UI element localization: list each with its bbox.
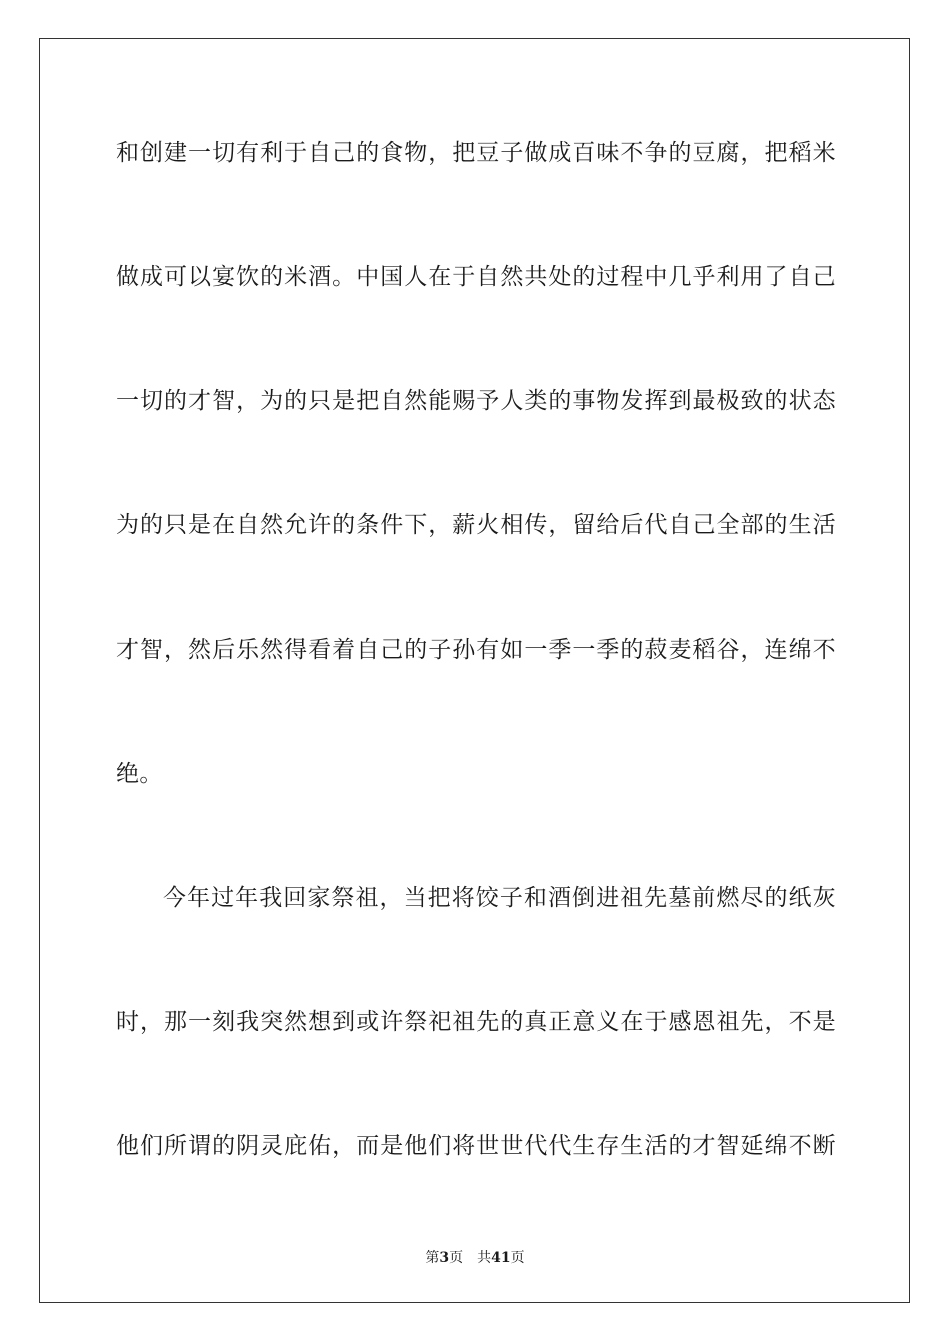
page-number-prefix: 第: [425, 1250, 440, 1266]
paragraph-2-line-1: 今年过年我回家祭祖，当把将饺子和酒倒进祖先墓前燃尽的纸灰: [163, 885, 836, 911]
body-text-line-3: 一切的才智，为的只是把自然能赐予人类的事物发挥到最极致的状态: [116, 388, 836, 414]
body-text-line-4: 为的只是在自然允许的条件下，薪火相传，留给后代自己全部的生活: [116, 512, 836, 538]
page-number-suffix: 页: [449, 1250, 464, 1266]
page-number: 3: [439, 1250, 450, 1266]
body-text-line-2: 做成可以宴饮的米酒。中国人在于自然共处的过程中几乎利用了自己: [116, 264, 836, 290]
paragraph-2-line-2: 时，那一刻我突然想到或许祭祀祖先的真正意义在于感恩祖先，不是: [116, 1009, 836, 1035]
total-pages-suffix: 页: [510, 1250, 525, 1266]
body-text-line-1: 和创建一切有利于自己的食物，把豆子做成百味不争的豆腐，把稻米: [116, 140, 836, 166]
paragraph-2-line-3: 他们所谓的阴灵庇佑，而是他们将世世代代生存生活的才智延绵不断: [116, 1133, 836, 1159]
body-text-line-6: 绝。: [116, 761, 163, 787]
body-text-line-5: 才智，然后乐然得看着自己的子孙有如一季一季的菽麦稻谷，连绵不: [116, 637, 836, 663]
total-pages-prefix: 共: [477, 1250, 492, 1266]
total-pages: 41: [491, 1250, 511, 1266]
page-footer: [0, 1249, 950, 1267]
page-border: [39, 38, 910, 1303]
